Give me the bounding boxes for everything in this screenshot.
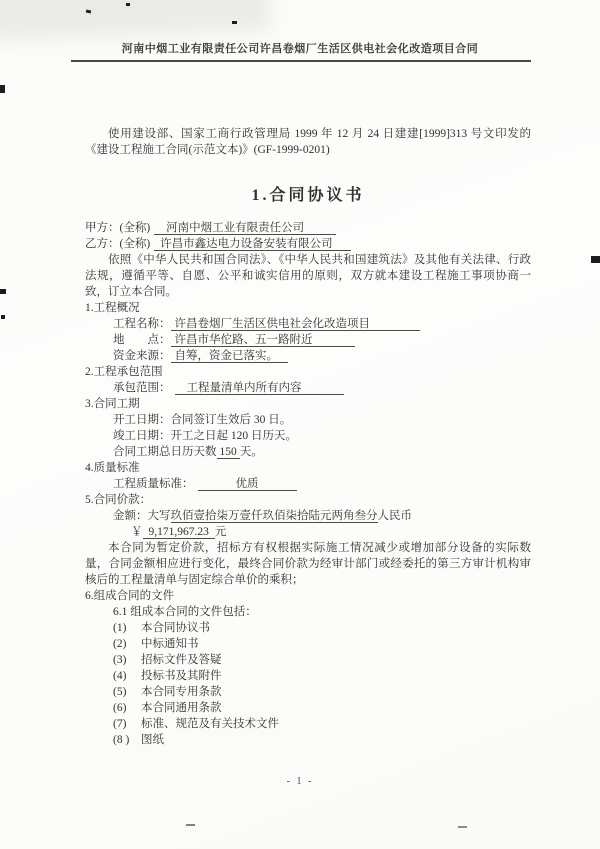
list-item-text: 投标书及其附件 — [141, 670, 222, 682]
party-b-name: 许昌市鑫达电力设备安装有限公司 — [154, 238, 351, 251]
list-item-number: (1) — [113, 622, 127, 634]
list-item-text: 本合同协议书 — [141, 622, 210, 634]
project-name-label: 工程名称： — [113, 318, 171, 330]
section2-heading: 2.工程承包范围 — [85, 366, 163, 378]
funding-source-line — [85, 348, 531, 364]
scan-shading — [0, 0, 271, 41]
scan-artifact — [591, 256, 600, 263]
list-item — [85, 732, 531, 748]
funding-source-value: 自筹，资金已落实。 — [171, 350, 289, 363]
document-title: 1.合同协议书 — [251, 187, 365, 204]
section6-subheading: 6.1 组成本合同的文件包括： — [113, 606, 257, 618]
list-item-number: (7) — [113, 718, 127, 730]
start-date-line: 开工日期：合同签订生效后 30 日。 — [113, 414, 292, 426]
quality-value: 优质 — [198, 478, 297, 491]
quality-label: 工程质量标准： — [113, 478, 194, 490]
party-a-line — [85, 220, 531, 236]
finish-date-line: 竣工日期：开工之日起 120 日历天。 — [113, 430, 297, 442]
list-item-text: 标准、规范及有关技术文件 — [141, 718, 279, 730]
amount-number-line — [85, 524, 531, 540]
amount-label: 金额：大写 — [113, 510, 171, 522]
list-item-number: (2) — [113, 638, 127, 650]
list-item — [85, 636, 531, 652]
list-item — [85, 652, 531, 668]
price-note-paragraph: 本合同为暂定价款，招标方有权根据实际施工情况减少或增加部分设备的实际数量，合同金额相应进行变化，最终合同价款为经审计部门或经委托的第三方审计机构审核后的工程量清单与固定综合单价的乘积； — [85, 542, 531, 586]
list-item — [85, 668, 531, 684]
scan-artifact — [458, 826, 467, 828]
project-location-value: 许昌市华佗路、五一路附近 — [171, 334, 355, 347]
scope-line — [85, 380, 531, 396]
party-b-label: 乙方：(全称) — [85, 238, 151, 250]
party-b-line — [85, 236, 531, 252]
party-a-name: 河南中烟工业有限责任公司 — [154, 222, 336, 235]
amount-unit: 元 — [214, 526, 227, 538]
list-item-number: (4) — [113, 670, 127, 682]
amount-words-value: 玖佰壹拾柒万壹仟玖佰柒拾陆元两角叁分 — [170, 510, 378, 522]
page-number: - 1 - — [286, 776, 314, 787]
scan-artifact — [232, 21, 237, 24]
list-item — [85, 700, 531, 716]
section4-heading: 4.质量标准 — [85, 462, 140, 474]
section3-heading: 3.合同工期 — [85, 398, 140, 410]
project-name-value: 许昌卷烟厂生活区供电社会化改造项目 — [171, 318, 421, 331]
project-location-label: 地 点： — [113, 334, 171, 346]
list-item — [85, 716, 531, 732]
list-item-text: 招标文件及答疑 — [141, 654, 222, 666]
header-rule — [71, 60, 531, 62]
list-item-number: (3) — [113, 654, 127, 666]
project-location-line — [85, 332, 531, 348]
currency-symbol: ￥ — [131, 526, 143, 538]
list-item-text: 中标通知书 — [141, 638, 199, 650]
quality-line — [85, 476, 531, 492]
amount-words-suffix: 人民币 — [377, 510, 412, 522]
section5-heading: 5.合同价款： — [85, 494, 152, 506]
list-item — [85, 620, 531, 636]
scan-artifact — [1, 315, 5, 319]
funding-source-label: 资金来源： — [113, 350, 171, 362]
page-header-title: 河南中烟工业有限责任公司许昌卷烟厂生活区供电社会化改造项目合同 — [121, 43, 479, 55]
duration-days-value: 150 — [217, 446, 240, 459]
scan-artifact — [126, 3, 130, 6]
amount-words-line — [85, 508, 531, 524]
section6-heading: 6.组成合同的文件 — [85, 590, 175, 602]
party-a-label: 甲方：(全称) — [85, 222, 151, 234]
section1-heading: 1.工程概况 — [85, 302, 140, 314]
intro-paragraph: 使用建设部、国家工商行政管理局 1999 年 12 月 24 日建建[1999]313 号文印发的《建设工程施工合同(示范文本)》(GF-1999-0201) — [85, 128, 531, 156]
contract-body — [85, 126, 531, 748]
duration-suffix: 天。 — [239, 446, 263, 458]
scan-artifact — [0, 85, 5, 93]
list-item-number: (5) — [113, 686, 127, 698]
list-item-text: 本合同通用条款 — [141, 702, 222, 714]
list-item-text: 图纸 — [141, 734, 164, 746]
scope-value: 工程量清单内所有内容 — [175, 382, 344, 395]
preamble-paragraph: 依照《中华人民共和国合同法》、《中华人民共和国建筑法》及其他有关法律、行政法规，遵循平等、自愿、公平和诚实信用的原则，双方就本建设工程施工事项协商一致，订立本合同。 — [85, 254, 531, 298]
list-item — [85, 684, 531, 700]
list-item-number: (8 ) — [113, 734, 130, 746]
scan-artifact — [186, 824, 195, 826]
duration-prefix: 合同工期总日历天数 — [113, 446, 217, 458]
project-name-line — [85, 316, 531, 332]
scan-artifact — [0, 289, 6, 294]
scope-label: 承包范围： — [113, 382, 171, 394]
amount-number-value: 9,171,967.23 — [143, 526, 215, 539]
list-item-text: 本合同专用条款 — [141, 686, 222, 698]
list-item-number: (6) — [113, 702, 127, 714]
duration-line — [85, 444, 531, 460]
